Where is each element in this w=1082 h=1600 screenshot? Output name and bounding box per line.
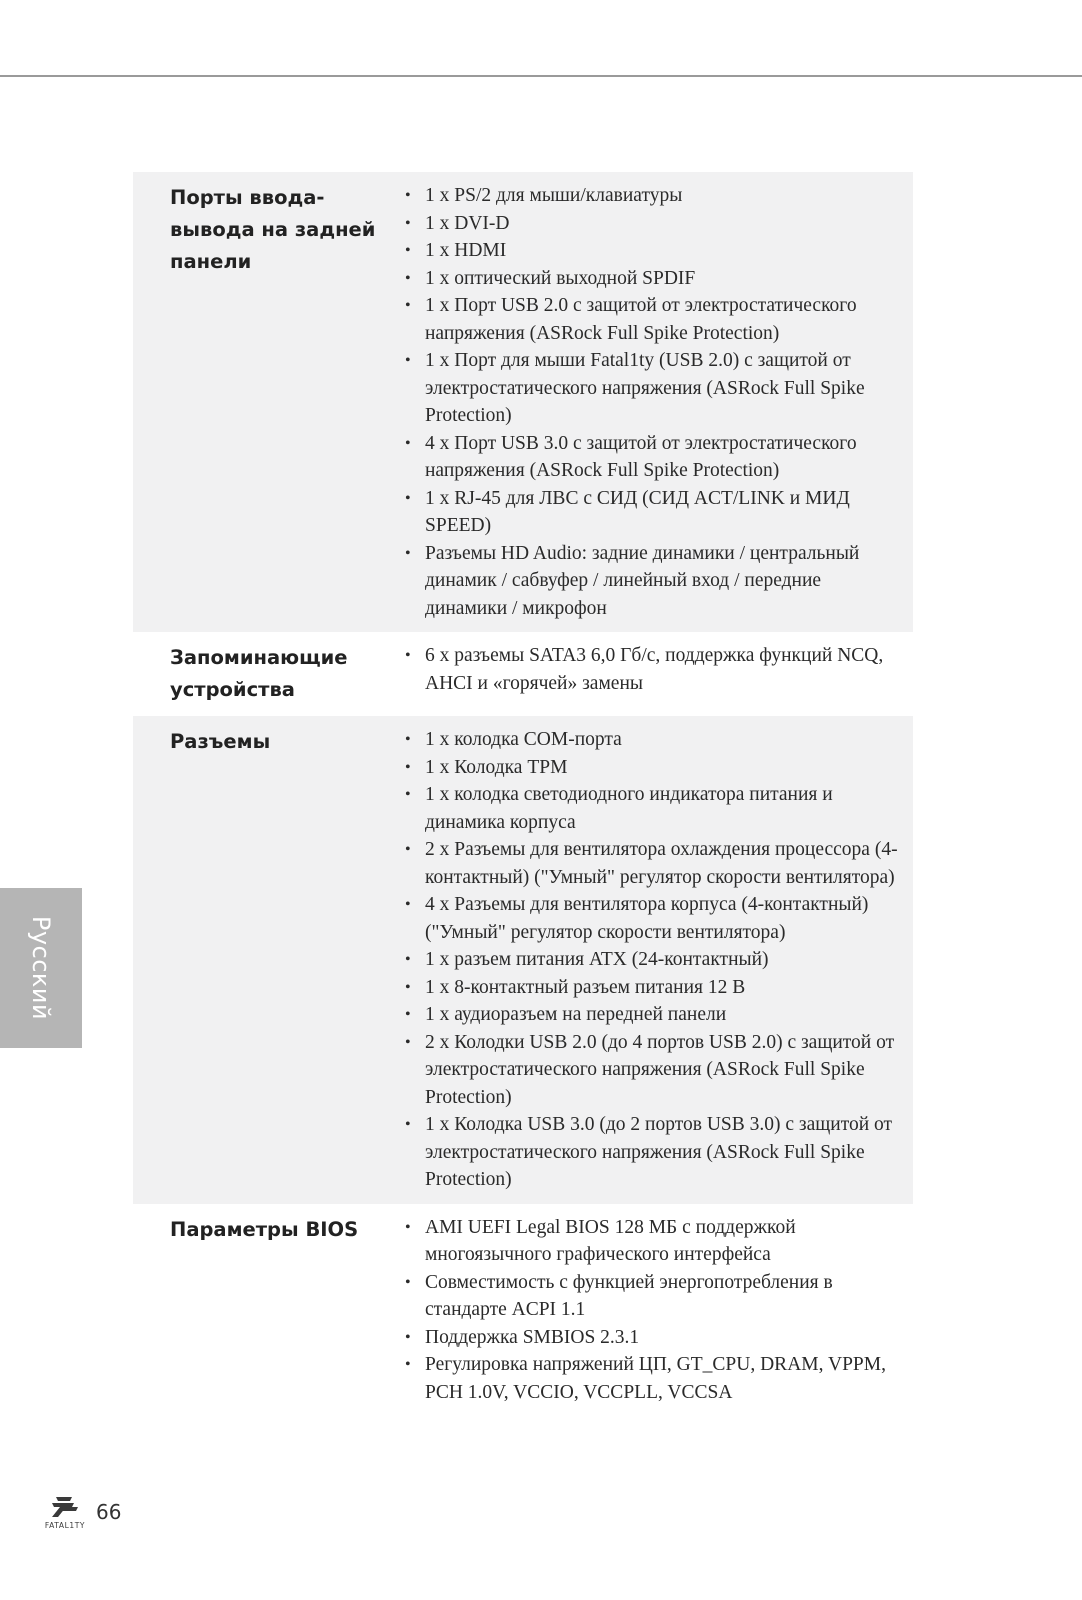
spec-label: [133, 1214, 405, 1407]
spec-label-text: Разъемы: [170, 730, 271, 753]
list-item: • 1 x оптический выходной SPDIF: [405, 265, 905, 293]
list-item: • 1 x PS/2 для мыши/клавиатуры: [405, 182, 905, 210]
spec-label: [133, 642, 405, 706]
list-item: • Совместимость с функцией энергопотребления в стандарте ACPI 1.1: [405, 1269, 905, 1324]
list-item: • 1 x 8-контактный разъем питания 12 В: [405, 974, 905, 1002]
list-item: • AMI UEFI Legal BIOS 128 МБ с поддержкой многоязычного графического интерфейса: [405, 1214, 905, 1269]
svg-text:FATAL1TY: FATAL1TY: [44, 1521, 86, 1530]
spec-item-list: [405, 182, 913, 622]
list-item: • 1 x разъем питания ATX (24-контактный): [405, 946, 905, 974]
spec-row-connectors: [133, 716, 913, 1204]
spec-table: [133, 172, 913, 1416]
list-item: • 6 x разъемы SATA3 6,0 Гб/с, поддержка функций NCQ, AHCI и «горячей» замены: [405, 642, 905, 697]
language-tab: [0, 888, 82, 1048]
list-item: • Регулировка напряжений ЦП, GT_CPU, DRAM, VPPM, PCH 1.0V, VCCIO, VCCPLL, VCCSA: [405, 1351, 905, 1406]
list-item: • 1 x DVI-D: [405, 210, 905, 238]
list-item: • 1 x Колодка USB 3.0 (до 2 портов USB 3.0) с защитой от электростатического напряжения (ASRock Full Spike Protection): [405, 1111, 905, 1194]
spec-item-list: [405, 642, 913, 706]
list-item: • 4 x Порт USB 3.0 с защитой от электростатического напряжения (ASRock Full Spike Protection): [405, 430, 905, 485]
spec-row-bios: [133, 1204, 913, 1417]
list-item: • 4 x Разъемы для вентилятора корпуса (4-контактный) ("Умный" регулятор скорости вентилятора): [405, 891, 905, 946]
list-item: • 1 x колодка светодиодного индикатора питания и динамика корпуса: [405, 781, 905, 836]
list-item: • 1 x Порт для мыши Fatal1ty (USB 2.0) с защитой от электростатического напряжения (ASRock Full Spike Protection): [405, 347, 905, 430]
spec-label-text: Порты ввода-вывода на задней панели: [170, 186, 376, 273]
page-number: 66: [96, 1500, 122, 1524]
language-tab-label: Русский: [27, 915, 56, 1021]
list-item: • 1 x аудиоразъем на передней панели: [405, 1001, 905, 1029]
list-item: • 2 x Разъемы для вентилятора охлаждения процессора (4-контактный) ("Умный" регулятор скорости вентилятора): [405, 836, 905, 891]
list-item: • Разъемы HD Audio: задние динамики / центральный динамик / сабвуфер / линейный вход / передние динамики / микрофон: [405, 540, 905, 623]
list-item: • 1 x Колодка TPM: [405, 754, 905, 782]
list-item: • 1 x HDMI: [405, 237, 905, 265]
list-item: • Поддержка SMBIOS 2.3.1: [405, 1324, 905, 1352]
list-item: • 2 x Колодки USB 2.0 (до 4 портов USB 2.0) с защитой от электростатического напряжения (ASRock Full Spike Protection): [405, 1029, 905, 1112]
spec-row-storage: [133, 632, 913, 716]
spec-row-rear-io: [133, 172, 913, 632]
fatal1ty-logo-icon: [38, 1495, 92, 1531]
spec-label-text: Запоминающие устройства: [170, 646, 348, 701]
spec-item-list: [405, 1214, 913, 1407]
spec-item-list: [405, 726, 913, 1194]
header-rule: [0, 75, 1082, 77]
spec-label: [133, 726, 405, 1194]
list-item: • 1 x колодка COM-порта: [405, 726, 905, 754]
list-item: • 1 x Порт USB 2.0 с защитой от электростатического напряжения (ASRock Full Spike Protection): [405, 292, 905, 347]
spec-label: [133, 182, 405, 622]
spec-label-text: Параметры BIOS: [170, 1217, 359, 1241]
list-item: • 1 x RJ-45 для ЛВС с СИД (СИД ACT/LINK и МИД SPEED): [405, 485, 905, 540]
